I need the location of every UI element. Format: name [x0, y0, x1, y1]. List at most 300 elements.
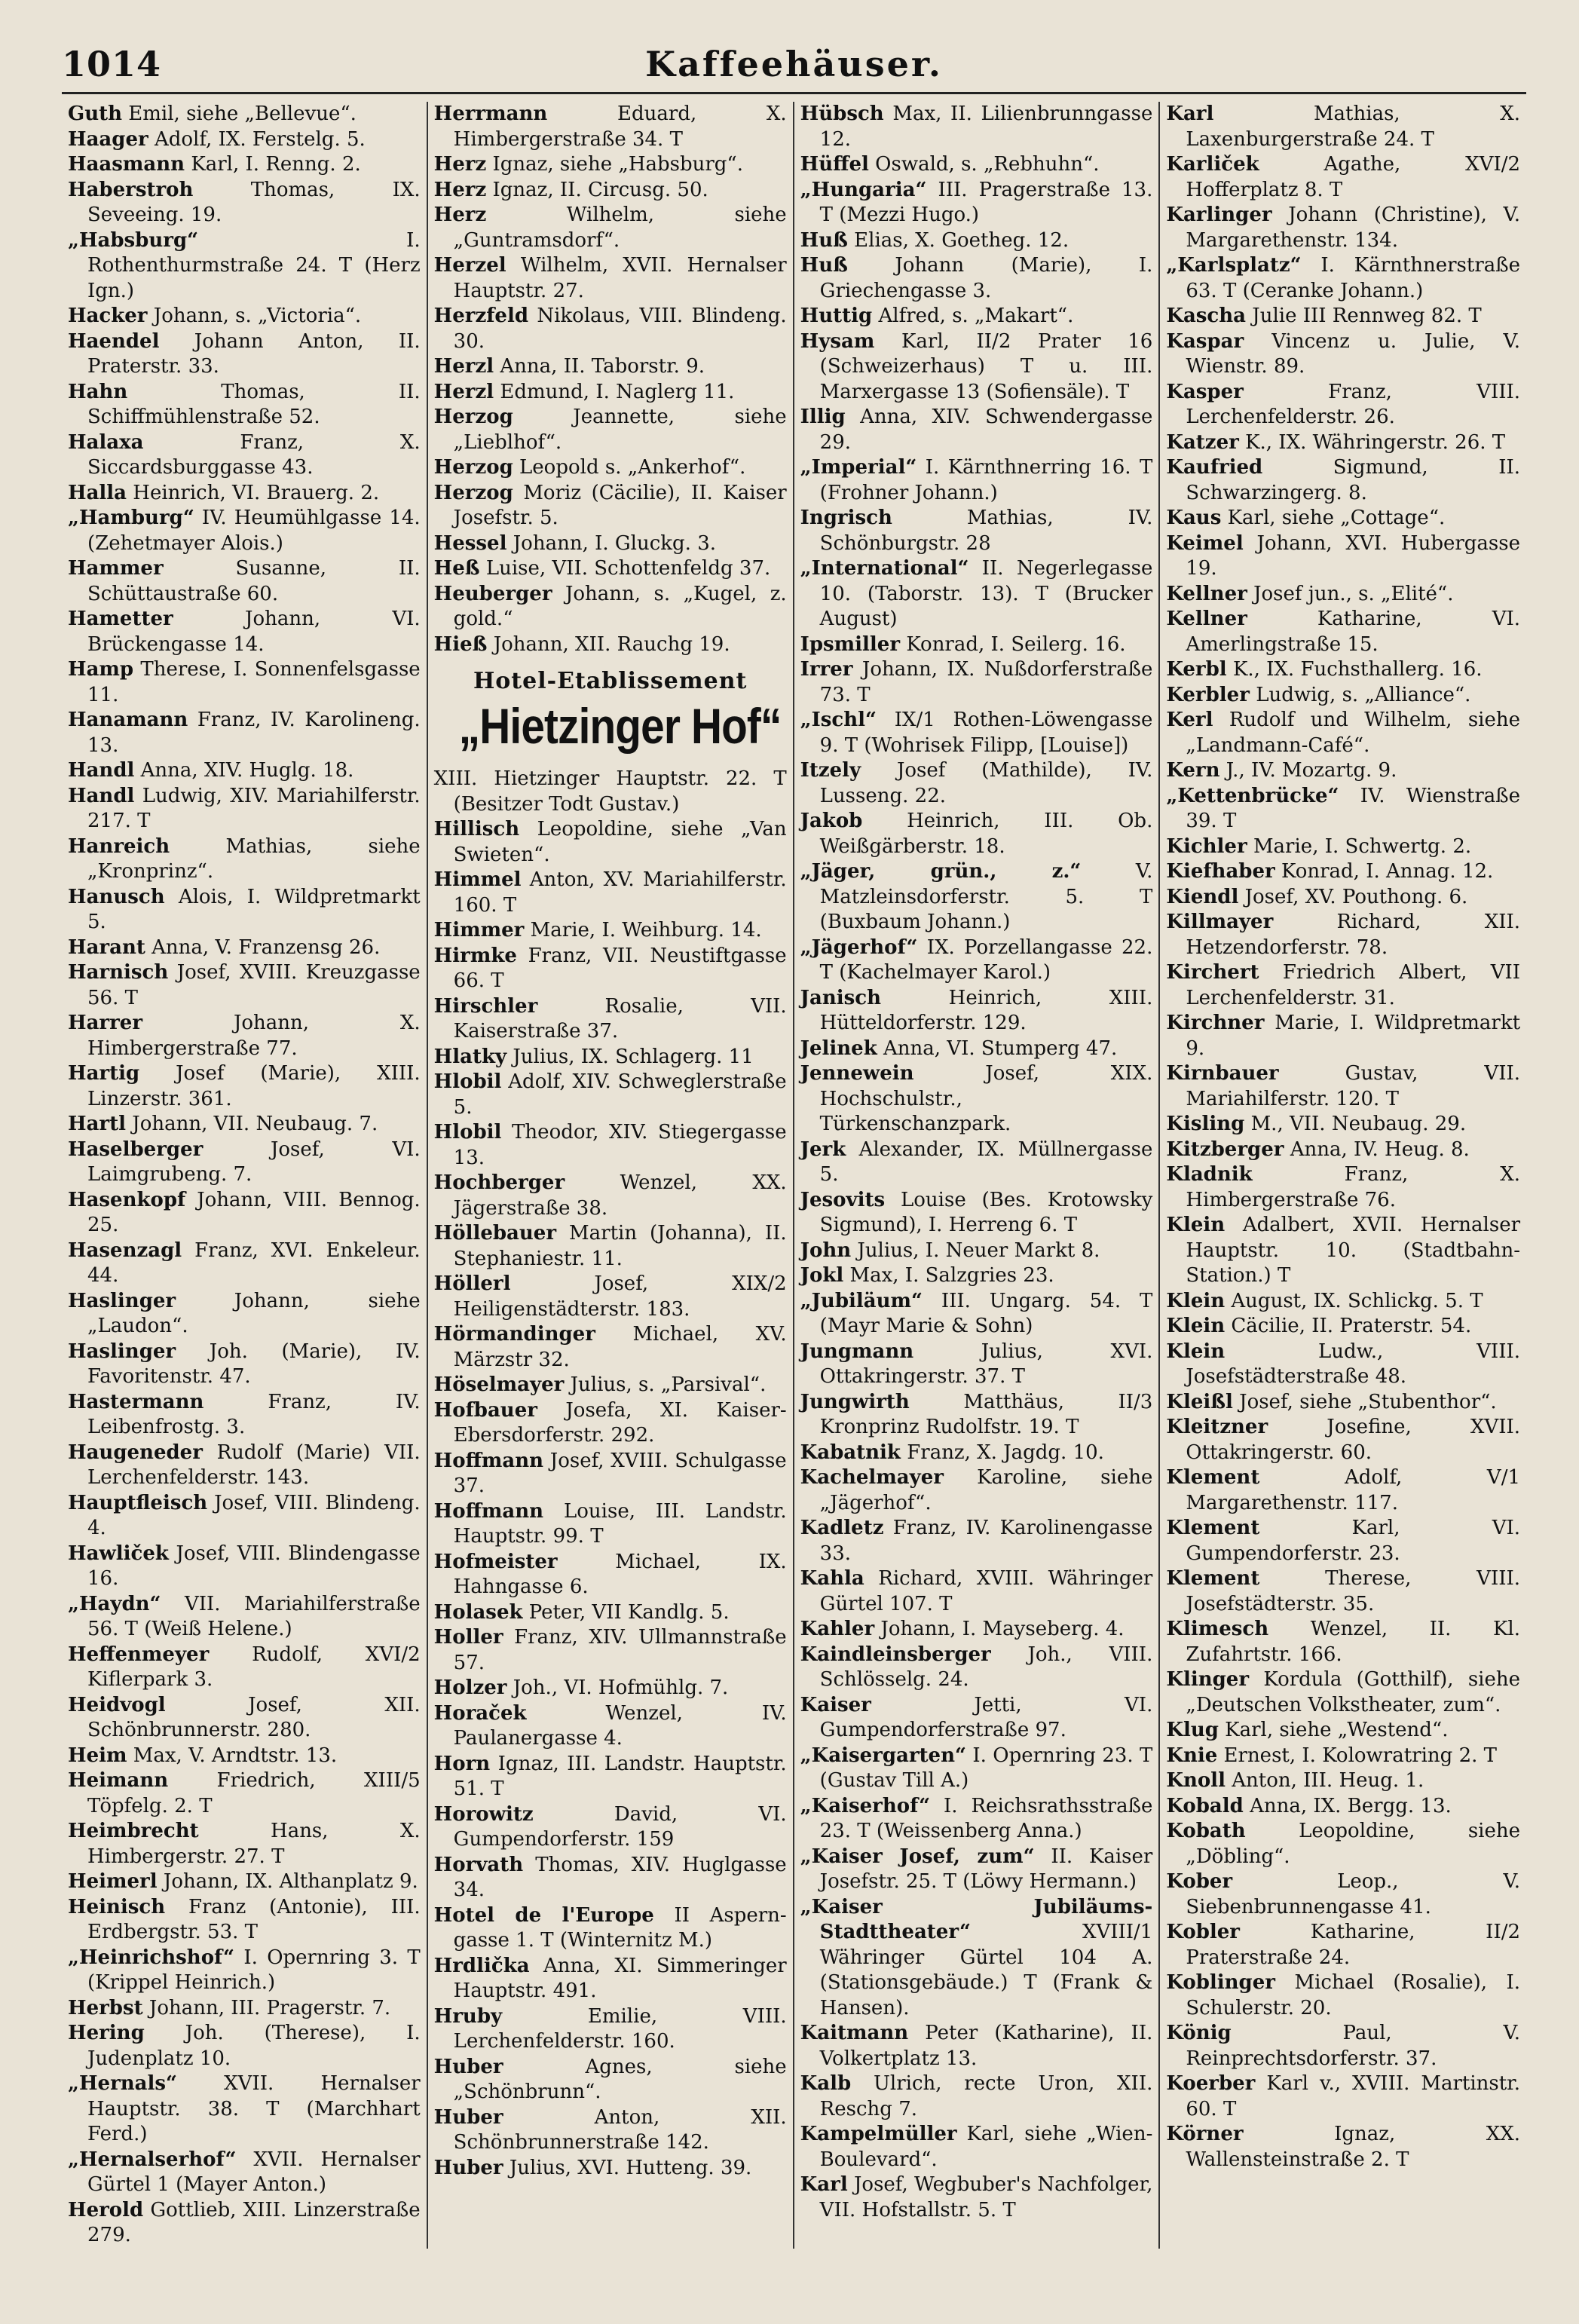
entry-name: Kaspar	[1166, 329, 1244, 353]
entry-details: David, VI. Gumpendorferstr. 159	[453, 1802, 787, 1851]
entry-details: Agathe, XVI/2 Hofferplatz 8. T	[1186, 153, 1521, 201]
entry-name: Hofbauer	[433, 1398, 537, 1422]
entry-name: Hlatky	[433, 1045, 507, 1068]
directory-entry	[68, 1592, 421, 1643]
directory-entry	[800, 1340, 1153, 1390]
entry-details: Kordula (Gotthilf), siehe „Deutschen Volkstheater, zum“.	[1186, 1668, 1521, 1716]
directory-entry	[1166, 1794, 1520, 1820]
entry-name: Haselberger	[68, 1138, 203, 1161]
entry-name: Herzog	[433, 406, 513, 428]
entry-name: „Jägerhof“	[800, 935, 918, 959]
directory-entry	[1166, 152, 1520, 203]
entry-name: Koerber	[1166, 2072, 1256, 2095]
entry-details: Franz (Antonie), III. Erdbergstr. 53. T	[87, 1895, 421, 1943]
entry-details: III. Ungarg. 54. T (Mayr Marie & Sohn)	[819, 1289, 1153, 1337]
entry-name: Jesovits	[800, 1188, 886, 1211]
entry-name: Klein	[1166, 1214, 1226, 1236]
entry-name: Hirschler	[433, 994, 538, 1018]
entry-name: Kladnik	[1166, 1163, 1253, 1186]
entry-details: Franz, XVI. Enkeleur. 44.	[87, 1239, 421, 1287]
directory-entry	[1166, 657, 1520, 683]
entry-name: Kabatnik	[800, 1441, 901, 1464]
directory-entry	[800, 1390, 1153, 1441]
entry-details: Heinrich, VI. Brauerg. 2.	[133, 481, 380, 504]
entry-name: Haslinger	[68, 1289, 176, 1312]
directory-entry	[800, 102, 1153, 152]
entry-name: Höllerl	[433, 1272, 511, 1295]
entry-details: Joh., VI. Hofmühlg. 7.	[513, 1676, 729, 1699]
entry-details: Mathias, IV. Schönburgstr. 28	[819, 507, 1153, 555]
directory-entry	[800, 986, 1153, 1036]
entry-name: „Kaiserhof“	[800, 1794, 931, 1817]
entry-name: „Kaiser Jubiläums-Stadttheater“	[800, 1895, 1153, 1943]
entry-name: Huber	[433, 2105, 503, 2129]
entry-details: II. Negerlegasse 10. (Taborstr. 13). T (Brucker August)	[819, 557, 1153, 630]
entry-details: Josef, XIX/2 Heiligenstädterstr. 183.	[453, 1272, 787, 1321]
entry-details: Wenzel, II. Kl. Zufahrtstr. 166.	[1186, 1618, 1521, 1666]
entry-name: Horowitz	[433, 1802, 534, 1826]
entry-details: Max, V. Arndtstr. 13.	[133, 1744, 338, 1767]
entry-name: Kampelmüller	[800, 2123, 957, 2145]
entry-details: Josef, VIII. Blindeng. 4.	[87, 1491, 421, 1539]
entry-details: Anna, XIV. Schwendergasse 29.	[819, 406, 1153, 454]
entry-details: Martin (Johanna), II. Stephaniestr. 11.	[453, 1222, 787, 1270]
entry-details: Franz, XIV. Ullmannstraße 57.	[453, 1626, 787, 1674]
directory-entry	[1166, 102, 1520, 152]
entry-details: Julius, IX. Schlagerg. 11	[513, 1045, 754, 1068]
directory-entry	[68, 380, 421, 430]
entry-name: Kadletz	[800, 1517, 884, 1539]
entry-name: Hochberger	[433, 1171, 565, 1194]
entry-name: Kobath	[1166, 1820, 1246, 1842]
entry-name: Hruby	[433, 2004, 503, 2028]
entry-name: Hüffel	[800, 153, 869, 176]
entry-name: Harnisch	[68, 961, 169, 984]
directory-entry	[434, 1701, 787, 1752]
directory-entry	[68, 1895, 421, 1946]
directory-entry	[1166, 784, 1520, 834]
directory-entry	[1166, 455, 1520, 506]
entry-details: Johann, XII. Rauchg 19.	[493, 632, 730, 656]
entry-name: Heimann	[68, 1769, 169, 1792]
entry-name: Huß	[800, 254, 848, 277]
directory-entry	[1166, 1566, 1520, 1617]
directory-entry	[1166, 203, 1520, 253]
entry-name: Kober	[1166, 1870, 1233, 1893]
entry-name: Kasper	[1166, 380, 1244, 403]
directory-entry	[800, 1744, 1153, 1794]
entry-details: Alfred, s. „Makart“.	[878, 305, 1074, 327]
entry-details: Anna, XI. Simmeringer Hauptstr. 491.	[453, 1954, 787, 2002]
entry-details: Franz, VIII. Lerchenfelderstr. 26.	[1186, 380, 1521, 428]
entry-details: Ignaz, II. Circusg. 50.	[492, 178, 708, 201]
directory-entry	[434, 1272, 787, 1322]
entry-name: Kerbler	[1166, 683, 1250, 706]
entry-details: Josef, XII. Schönbrunnerstr. 280.	[87, 1693, 421, 1741]
entry-name: Kaindleinsberger	[800, 1643, 991, 1666]
entry-name: „Imperial“	[800, 456, 917, 479]
directory-entry	[1166, 1340, 1520, 1390]
directory-entry	[434, 1625, 787, 1676]
entry-name: Hessel	[433, 531, 507, 555]
entry-name: Heimerl	[68, 1870, 158, 1893]
entry-details: Johann (Marie), I. Griechengasse 3.	[819, 254, 1153, 302]
entry-details: Michael, XV. Märzstr 32.	[453, 1323, 787, 1371]
entry-name: Klement	[1166, 1567, 1260, 1590]
entry-name: Klein	[1166, 1340, 1226, 1363]
entry-name: Jakob	[800, 810, 863, 832]
directory-entry	[68, 607, 421, 657]
directory-entry	[800, 1794, 1153, 1845]
directory-entry	[434, 481, 787, 531]
entry-name: Huber	[433, 2156, 503, 2179]
entry-details: Nikolaus, VIII. Blindeng. 30.	[453, 305, 787, 353]
entry-name: „Ischl“	[800, 709, 877, 731]
entry-name: Herzel	[433, 254, 506, 277]
directory-entry	[1166, 304, 1520, 329]
directory-entry	[434, 1752, 787, 1802]
directory-entry	[1166, 506, 1520, 531]
entry-details: Marie, I. Schwertg. 2.	[1253, 834, 1472, 858]
entry-details: M., VII. Neubaug. 29.	[1250, 1113, 1467, 1135]
entry-details: J., IV. Mozartg. 9.	[1226, 759, 1397, 782]
directory-entry	[800, 1138, 1153, 1188]
entry-details: IX/1 Rothen-Löwengasse 9. T (Wohrisek Filipp, [Louise])	[819, 709, 1153, 757]
entry-details: Susanne, II. Schüttaustraße 60.	[87, 557, 421, 605]
entry-details: Agnes, siehe „Schönbrunn“.	[453, 2055, 787, 2103]
entry-name: Knie	[1166, 1744, 1218, 1767]
entry-name: Kirchner	[1166, 1012, 1265, 1034]
directory-entry	[434, 582, 787, 632]
hotel-advertisement	[434, 668, 787, 758]
directory-entry	[434, 1373, 787, 1398]
directory-entry	[68, 784, 421, 834]
entry-details: Rudolf, XVI/2 Kiflerpark 3.	[87, 1643, 421, 1691]
entry-details: Konrad, I. Seilerg. 16.	[906, 632, 1126, 656]
directory-entry	[434, 2004, 787, 2055]
directory-entry	[68, 1390, 421, 1441]
entry-details: Cäcilie, II. Praterstr. 54.	[1231, 1315, 1472, 1337]
directory-entry	[800, 405, 1153, 455]
directory-entry	[1166, 885, 1520, 911]
entry-details: V. Matzleinsdorferstr. 5. T (Buxbaum Johann.)	[819, 860, 1153, 933]
entry-name: Hartl	[68, 1113, 126, 1135]
entry-details: VII. Mariahilferstraße 56. T (Weiß Helene.)	[87, 1592, 421, 1640]
directory-entry	[68, 228, 421, 305]
directory-entry	[800, 556, 1153, 632]
directory-entry	[68, 885, 421, 935]
directory-entry	[434, 1120, 787, 1171]
directory-entry	[434, 1903, 787, 1954]
directory-entry	[434, 102, 787, 152]
entry-name: Jokl	[800, 1264, 844, 1287]
entry-details: I. Rothenthurmstraße 24. T (Herz Ign.)	[87, 228, 421, 302]
column-1	[62, 102, 428, 2249]
entry-details: Alois, I. Wildpretmarkt 5.	[87, 885, 421, 933]
directory-entry	[1166, 329, 1520, 380]
entry-name: Kahla	[800, 1567, 864, 1590]
entry-details: Katharine, VI. Amerlingstraße 15.	[1186, 608, 1521, 656]
directory-entry	[1166, 1061, 1520, 1112]
directory-entry	[68, 556, 421, 607]
entry-details: Joh., VIII. Schlösselg. 24.	[819, 1643, 1153, 1691]
directory-entry	[434, 152, 787, 178]
entry-details: Franz, IV. Karolineng. 13.	[87, 709, 421, 757]
entry-name: Haberstroh	[68, 178, 194, 201]
directory-entry	[1166, 582, 1520, 608]
directory-entry	[1166, 960, 1520, 1011]
entry-name: „Habsburg“	[68, 228, 199, 252]
entry-name: Hanreich	[68, 834, 170, 858]
entry-name: „Kaiser Josef, zum“	[800, 1845, 1035, 1868]
directory-entry	[434, 1853, 787, 1903]
entry-name: Klein	[1166, 1315, 1226, 1337]
directory-entry	[1166, 531, 1520, 582]
directory-entry	[68, 1112, 421, 1138]
entry-name: Karlinger	[1166, 204, 1272, 226]
entry-details: I. Opernring 23. T (Gustav Till A.)	[819, 1744, 1153, 1792]
entry-name: Holzer	[433, 1676, 507, 1699]
directory-entry	[1166, 1718, 1520, 1744]
entry-details: Anna, V. Franzensg 26.	[151, 935, 381, 959]
entry-details: Richard, XII. Hetzendorferstr. 78.	[1186, 911, 1521, 959]
entry-name: Heidvogl	[68, 1693, 166, 1716]
entry-details: Josef, VI. Laimgrubeng. 7.	[87, 1138, 421, 1186]
entry-details: Franz, X. Himbergerstraße 76.	[1186, 1163, 1521, 1211]
entry-name: Horvath	[433, 1853, 524, 1876]
directory-entry	[800, 304, 1153, 329]
entry-details: Peter, VII Kandlg. 5.	[528, 1600, 730, 1624]
entry-details: XVIII/1 Währinger Gürtel 104 A. (Stationsgebäude.) T (Frank & Hansen).	[819, 1921, 1153, 2019]
directory-entry	[434, 203, 787, 253]
entry-details: Wenzel, XX. Jägerstraße 38.	[453, 1171, 787, 1220]
entry-name: Hanusch	[68, 885, 165, 908]
entry-name: Hillisch	[433, 818, 520, 840]
entry-details: Leopoldine, siehe „Van Swieten“.	[453, 818, 787, 866]
directory-entry	[800, 1516, 1153, 1566]
entry-details: Ernest, I. Kolowratring 2. T	[1223, 1744, 1497, 1767]
entry-details: Franz, IV. Leibenfrostg. 3.	[87, 1390, 421, 1438]
directory-entry	[800, 178, 1153, 228]
entry-details: Josefine, XVII. Ottakringerstr. 60.	[1186, 1416, 1521, 1464]
entry-details: Vincenz u. Julie, V. Wienstr. 89.	[1186, 329, 1521, 378]
entry-details: Julius, I. Neuer Markt 8.	[857, 1239, 1100, 1262]
directory-entry	[68, 657, 421, 708]
directory-entry	[68, 1441, 421, 1491]
entry-name: Klein	[1166, 1289, 1226, 1312]
directory-entry	[68, 102, 421, 127]
entry-name: Jennewein	[800, 1062, 914, 1085]
directory-entry	[1166, 430, 1520, 456]
entry-details: Karl, II/2 Prater 16 (Schweizerhaus) T u. III. Marxergasse 13 (Sofiensäle). T	[819, 329, 1153, 403]
entry-name: Handl	[68, 759, 135, 782]
directory-entry	[1166, 1667, 1520, 1718]
entry-details: Karl, siehe „Wien-Boulevard“.	[819, 2123, 1153, 2171]
entry-name: Hirmke	[433, 944, 517, 967]
entry-details: Louise (Bes. Krotowsky Sigmund), I. Herreng 6. T	[819, 1188, 1153, 1236]
directory-entry	[434, 632, 787, 658]
directory-entry	[1166, 1314, 1520, 1340]
directory-entry	[68, 2198, 421, 2249]
entry-name: Hawliček	[68, 1542, 169, 1565]
entry-name: Horaček	[433, 1701, 527, 1725]
directory-entry	[434, 1954, 787, 2004]
entry-details: Anna, IX. Bergg. 13.	[1250, 1794, 1452, 1817]
entry-details: Thomas, XIV. Huglgasse 34.	[453, 1853, 787, 1901]
entry-details: Eduard, X. Himbergerstraße 34. T	[453, 103, 787, 151]
entry-details: Ludwig, XIV. Mariahilferstr. 217. T	[87, 784, 421, 832]
entry-name: Kellner	[1166, 608, 1247, 630]
entry-name: Jungwirth	[800, 1390, 910, 1413]
entry-name: Hasenkopf	[68, 1188, 186, 1211]
directory-entry	[68, 1138, 421, 1188]
directory-entry	[68, 1289, 421, 1340]
entry-name: Killmayer	[1166, 911, 1274, 933]
directory-entry	[434, 354, 787, 380]
directory-entry	[800, 506, 1153, 556]
entry-details: Hans, X. Himbergerstr. 27. T	[87, 1820, 421, 1868]
entry-details: Anna, VI. Stumperg 47.	[883, 1036, 1118, 1060]
entry-name: Horn	[433, 1752, 491, 1775]
entry-details: Ignaz, XX. Wallensteinstraße 2. T	[1186, 2123, 1521, 2171]
directory-entry	[68, 178, 421, 228]
entry-details: Adolf, V/1 Margarethenstr. 117.	[1186, 1466, 1521, 1514]
entry-details: Johann, XVI. Hubergasse 19.	[1186, 531, 1521, 580]
directory-entry	[434, 2156, 787, 2182]
entry-name: Irrer	[800, 658, 853, 681]
entry-details: XVII. Hernalser Hauptstr. 38. T (Marchhart Ferd.)	[87, 2072, 421, 2145]
entry-name: Kerbl	[1166, 658, 1227, 681]
entry-details: Joh. (Marie), IV. Favoritenstr. 47.	[87, 1340, 421, 1388]
entry-name: Illig	[800, 406, 846, 428]
entry-details: Johann, VII. Neubaug. 7.	[132, 1113, 378, 1135]
directory-entry	[434, 1045, 787, 1070]
entry-name: Haendel	[68, 329, 160, 353]
directory-entry	[800, 1188, 1153, 1239]
entry-name: Hering	[68, 2022, 145, 2044]
entry-name: Hieß	[433, 632, 488, 656]
entry-details: Richard, XVIII. Währinger Gürtel 107. T	[819, 1567, 1153, 1615]
entry-name: Hammer	[68, 557, 164, 580]
directory-entry	[434, 405, 787, 455]
entry-details: Luise, VII. Schottenfeldg 37.	[485, 557, 771, 580]
entry-details: Michael (Rosalie), I. Schulerstr. 20.	[1186, 1971, 1521, 2019]
entry-details: Johann, X. Himbergerstraße 77.	[87, 1012, 421, 1060]
directory-entry	[800, 809, 1153, 859]
entry-name: Halla	[68, 481, 127, 504]
entry-name: „Hernalserhof“	[68, 2148, 237, 2171]
entry-details: Anton, XV. Mariahilferstr. 160. T	[453, 868, 787, 917]
entry-details: Friedrich, XIII/5 Töpfelg. 2. T	[87, 1769, 421, 1817]
entry-details: Jeannette, siehe „Lieblhof“.	[453, 406, 787, 454]
entry-details: Josef, XIX. Hochschulstr., Türkenschanzpark.	[819, 1062, 1153, 1135]
directory-entry	[68, 1768, 421, 1819]
directory-entry	[800, 1239, 1153, 1264]
entry-name: Harrer	[68, 1012, 143, 1034]
entry-name: Hofmeister	[433, 1550, 558, 1573]
directory-entry	[800, 1693, 1153, 1744]
directory-entry	[1166, 2071, 1520, 2122]
directory-entry	[1166, 1744, 1520, 1769]
entry-details: Josef, Wegbuber's Nachfolger, VII. Hofstallstr. 5. T	[819, 2173, 1153, 2221]
entry-details: Emilie, VIII. Lerchenfelderstr. 160.	[453, 2004, 787, 2053]
directory-entry	[68, 960, 421, 1011]
directory-entry	[434, 1221, 787, 1272]
directory-entry	[68, 1061, 421, 1112]
entry-details: K., IX. Währingerstr. 26. T	[1245, 430, 1506, 454]
directory-entry	[434, 1676, 787, 1701]
entry-details: Franz, X. Jagdg. 10.	[907, 1441, 1104, 1464]
entry-details: Josef, VIII. Blindengasse 16.	[87, 1542, 421, 1590]
directory-entry	[68, 127, 421, 153]
entry-details: Heinrich, XIII. Hütteldorferstr. 129.	[819, 986, 1153, 1034]
entry-name: Haslinger	[68, 1340, 176, 1363]
directory-entry	[1166, 1920, 1520, 1970]
entry-details: Rudolf und Wilhelm, siehe „Landmann-Café“.	[1186, 709, 1521, 757]
directory-entry	[434, 1802, 787, 1853]
directory-entry	[68, 506, 421, 556]
directory-entry	[800, 1061, 1153, 1138]
directory-entry	[68, 834, 421, 885]
entry-name: Kalb	[800, 2072, 852, 2095]
directory-entry	[800, 152, 1153, 178]
directory-entry	[434, 253, 787, 304]
entry-name: Kisling	[1166, 1113, 1245, 1135]
directory-entry	[800, 228, 1153, 254]
directory-entry	[434, 1550, 787, 1600]
directory-entry	[1166, 1516, 1520, 1566]
entry-name: Kaitmann	[800, 2022, 909, 2044]
directory-entry	[434, 556, 787, 582]
entry-details: Johann, III. Pragerstr. 7.	[148, 1996, 391, 2019]
entry-name: „Kettenbrücke“	[1166, 784, 1339, 807]
directory-entry	[800, 657, 1153, 708]
entry-details: Paul, V. Reinprechtsdorferstr. 37.	[1186, 2022, 1521, 2070]
entry-name: Klinger	[1166, 1668, 1250, 1691]
entry-name: Hübsch	[800, 103, 884, 125]
directory-entry	[1166, 2122, 1520, 2172]
directory-entry	[68, 1744, 421, 1769]
directory-entry	[800, 253, 1153, 304]
entry-details: I. Reichsrathsstraße 23. T (Weissenberg Anna.)	[819, 1794, 1153, 1842]
directory-entry	[800, 2071, 1153, 2122]
directory-entry	[1166, 607, 1520, 657]
entry-details: Louise, III. Landstr. Hauptstr. 99. T	[453, 1499, 787, 1548]
entry-name: „Kaisergarten“	[800, 1744, 966, 1767]
entry-name: „Heinrichshof“	[68, 1946, 234, 1969]
entry-name: Herz	[433, 153, 487, 176]
directory-entry	[1166, 1213, 1520, 1289]
directory-entry	[68, 1491, 421, 1542]
directory-entry	[800, 758, 1153, 809]
entry-details: Anna, II. Taborstr. 9.	[500, 355, 705, 378]
entry-name: Herold	[68, 2198, 144, 2221]
entry-name: Ipsmiller	[800, 632, 901, 656]
entry-details: Matthäus, II/3 Kronprinz Rudolfstr. 19. T	[819, 1390, 1153, 1438]
directory-entry	[68, 1542, 421, 1592]
entry-details: Rudolf (Marie) VII. Lerchenfelderstr. 143.	[87, 1441, 421, 1489]
entry-details: Peter (Katharine), II. Volkertplatz 13.	[819, 2022, 1153, 2070]
entry-name: Heimbrecht	[68, 1820, 199, 1842]
entry-name: Handl	[68, 784, 135, 807]
directory-entry	[434, 1398, 787, 1449]
entry-details: Julius, XVI. Ottakringerstr. 37. T	[819, 1340, 1153, 1388]
directory-entry	[434, 944, 787, 994]
entry-name: „Karlsplatz“	[1166, 254, 1302, 277]
entry-details: Gustav, VII. Mariahilferstr. 120. T	[1186, 1062, 1521, 1110]
entry-name: „Haydn“	[68, 1592, 161, 1615]
entry-name: Kleitzner	[1166, 1416, 1268, 1438]
